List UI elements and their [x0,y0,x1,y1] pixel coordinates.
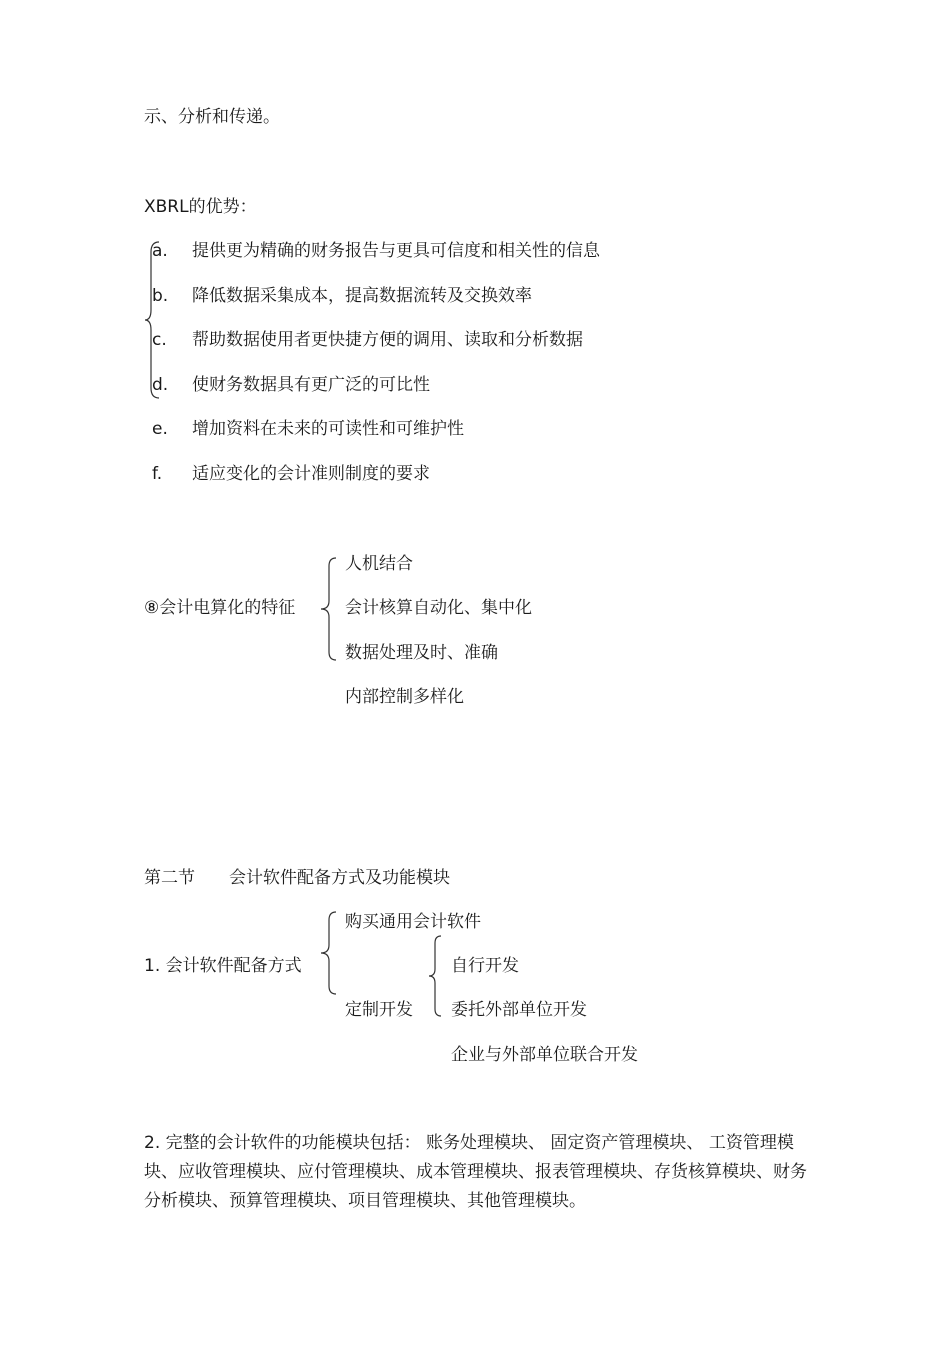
feature-item-3: 数据处理及时、准确 [345,643,498,663]
custom-item-1: 自行开发 [451,956,519,976]
custom-item-3: 企业与外部单位联合开发 [451,1045,638,1065]
xbrl-marker-f: f. [152,464,163,484]
custom-brace [426,934,444,1018]
intro-line: 示、分析和传递。 [144,107,280,127]
feature-item-1: 人机结合 [345,554,413,574]
xbrl-item-e: 增加资料在未来的可读性和可维护性 [192,419,464,439]
feature-item-2: 会计核算自动化、集中化 [345,598,532,618]
config-custom: 定制开发 [345,1000,413,1020]
features-brace [318,556,340,662]
xbrl-marker-e: e. [152,419,168,439]
xbrl-marker-d: d. [152,375,169,395]
features-label: ⑧会计电算化的特征 [144,598,296,618]
xbrl-item-d: 使财务数据具有更广泛的可比性 [192,375,430,395]
xbrl-item-c: 帮助数据使用者更快捷方便的调用、读取和分析数据 [192,330,583,350]
xbrl-item-f: 适应变化的会计准则制度的要求 [192,464,430,484]
section-title: 会计软件配备方式及功能模块 [229,868,450,888]
modules-paragraph: 2. 完整的会计软件的功能模块包括： 账务处理模块、 固定资产管理模块、 工资管理模块、应收管理模块、应付管理模块、成本管理模块、报表管理模块、存货核算模块、财务分析模块、预算管理模块、项目管理模块、其他管理模块。 [144,1133,807,1211]
config-brace [318,910,340,996]
config-label: 1. 会计软件配备方式 [144,956,302,976]
xbrl-marker-a: a. [152,241,168,261]
xbrl-item-a: 提供更为精确的财务报告与更具可信度和相关性的信息 [192,241,600,261]
custom-item-2: 委托外部单位开发 [451,1000,587,1020]
xbrl-marker-c: c. [152,330,167,350]
xbrl-item-b: 降低数据采集成本，提高数据流转及交换效率 [192,286,532,306]
section-number: 第二节 [144,868,195,888]
config-buy: 购买通用会计软件 [345,912,481,932]
xbrl-marker-b: b. [152,286,169,306]
feature-item-4: 内部控制多样化 [345,687,464,707]
xbrl-heading: XBRL的优势： [144,197,257,217]
